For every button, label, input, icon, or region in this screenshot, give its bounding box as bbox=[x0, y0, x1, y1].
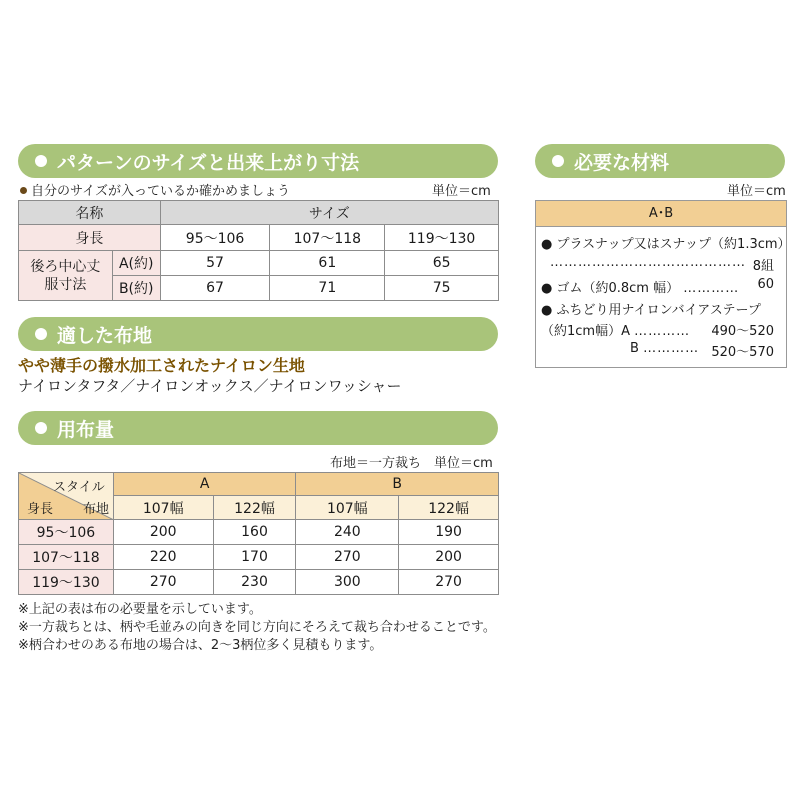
style-a-header: A bbox=[113, 473, 296, 496]
material-item-text: ふちどり用ナイロンバイアステープ bbox=[556, 303, 761, 318]
material-item-value-line bbox=[550, 255, 774, 274]
material-value: 490〜520 bbox=[711, 324, 774, 339]
row-label-height: 身長 bbox=[19, 225, 161, 251]
footnote: ※上記の表は布の必要量を示しています。 bbox=[18, 602, 262, 617]
material-value: 520〜570 bbox=[711, 345, 774, 360]
dot-leader: ………… bbox=[683, 281, 740, 296]
footnote: ※柄合わせのある布地の場合は、2〜3柄位多く見積もります。 bbox=[18, 638, 383, 653]
material-value: 60 bbox=[757, 277, 774, 292]
section-header-materials bbox=[535, 144, 785, 178]
section-header-fabric-amount bbox=[18, 411, 498, 445]
width-header: 107幅 bbox=[113, 496, 213, 520]
material-subitem bbox=[630, 341, 774, 360]
size-cell: 95〜106 bbox=[160, 225, 270, 251]
footnote: ※一方裁ちとは、柄や毛並みの向きを同じ方向にそろえて裁ち合わせることです。 bbox=[18, 620, 496, 635]
section-title: 必要な材料 bbox=[574, 151, 670, 174]
fabric-types: ナイロンタフタ／ナイロンオックス／ナイロンワッシャー bbox=[18, 377, 402, 395]
note-text: 自分のサイズが入っているか確かめましょう bbox=[31, 184, 290, 199]
material-subitem bbox=[541, 320, 774, 339]
dot-leader: …………………………………… bbox=[550, 255, 746, 270]
value-cell: 240 bbox=[296, 520, 399, 545]
value-cell: 170 bbox=[213, 545, 296, 570]
material-value: 8組 bbox=[752, 259, 774, 274]
group-label-line: 服寸法 bbox=[44, 276, 87, 293]
value-cell: 160 bbox=[213, 520, 296, 545]
value-cell: 300 bbox=[296, 570, 399, 595]
style-b-header: B bbox=[296, 473, 499, 496]
value-cell: 270 bbox=[296, 545, 399, 570]
size-cell: 119〜130 bbox=[385, 225, 499, 251]
bullet-dot-icon bbox=[35, 155, 47, 167]
material-item: ● ゴム（約0.8cm 幅） ………… 60 bbox=[541, 277, 774, 296]
materials-unit-label: 単位＝cm bbox=[727, 184, 786, 199]
header-name: 名称 bbox=[19, 201, 161, 225]
materials-box bbox=[535, 200, 791, 368]
size-table bbox=[18, 200, 499, 301]
width-header: 122幅 bbox=[213, 496, 296, 520]
width-header: 107幅 bbox=[296, 496, 399, 520]
material-sub-label: （約1cm幅）A bbox=[541, 324, 630, 339]
material-item: ● ふちどり用ナイロンバイアステープ bbox=[541, 303, 761, 318]
section-header-pattern-size bbox=[18, 144, 498, 178]
height-label: 107〜118 bbox=[19, 545, 114, 570]
header-size: サイズ bbox=[160, 201, 498, 225]
bullet-dot-icon bbox=[35, 328, 47, 340]
size-cell: 107〜118 bbox=[270, 225, 385, 251]
material-sub-label: B bbox=[630, 341, 639, 356]
section-title: 用布量 bbox=[57, 418, 115, 441]
corner-cell bbox=[19, 473, 114, 520]
corner-style-label: スタイル bbox=[53, 480, 105, 495]
corner-fabric-label: 布地 bbox=[83, 502, 110, 517]
fabric-meta: 布地＝一方裁ち 単位＝cm bbox=[330, 456, 493, 471]
section-title: 適した布地 bbox=[57, 324, 153, 347]
bullet-dot-icon bbox=[552, 155, 564, 167]
fabric-highlight: やや薄手の撥水加工されたナイロン生地 bbox=[18, 356, 305, 375]
material-item-text: プラスナップ又はスナップ（約1.3cm） bbox=[556, 237, 791, 252]
group-label-line: 後ろ中心丈 bbox=[30, 258, 101, 275]
bullet-icon bbox=[20, 187, 27, 194]
height-label: 119〜130 bbox=[19, 570, 114, 595]
value-cell: 270 bbox=[399, 570, 499, 595]
section-title: パターンのサイズと出来上がり寸法 bbox=[57, 151, 360, 174]
row-label: B(約) bbox=[112, 276, 160, 301]
value-cell: 200 bbox=[399, 545, 499, 570]
value-cell: 230 bbox=[213, 570, 296, 595]
section-header-suitable-fabric bbox=[18, 317, 498, 351]
width-header: 122幅 bbox=[399, 496, 499, 520]
value-cell: 270 bbox=[113, 570, 213, 595]
materials-header: A･B bbox=[536, 201, 786, 227]
value-cell: 57 bbox=[160, 251, 270, 276]
value-cell: 67 bbox=[160, 276, 270, 301]
height-label: 95〜106 bbox=[19, 520, 114, 545]
material-item-text: ゴム（約0.8cm 幅） bbox=[556, 281, 680, 296]
dot-leader: ………… bbox=[634, 324, 691, 339]
value-cell: 75 bbox=[385, 276, 499, 301]
value-cell: 71 bbox=[270, 276, 385, 301]
dot-leader: ………… bbox=[643, 341, 700, 356]
size-note bbox=[20, 180, 290, 199]
value-cell: 200 bbox=[113, 520, 213, 545]
value-cell: 220 bbox=[113, 545, 213, 570]
value-cell: 61 bbox=[270, 251, 385, 276]
fabric-amount-table bbox=[18, 472, 499, 595]
corner-height-label: 身長 bbox=[27, 502, 54, 517]
value-cell: 65 bbox=[385, 251, 499, 276]
group-label bbox=[19, 251, 113, 301]
material-item: ● プラスナップ又はスナップ（約1.3cm） bbox=[541, 237, 791, 252]
unit-label: 単位＝cm bbox=[432, 184, 491, 199]
bullet-dot-icon bbox=[35, 422, 47, 434]
row-label: A(約) bbox=[112, 251, 160, 276]
value-cell: 190 bbox=[399, 520, 499, 545]
